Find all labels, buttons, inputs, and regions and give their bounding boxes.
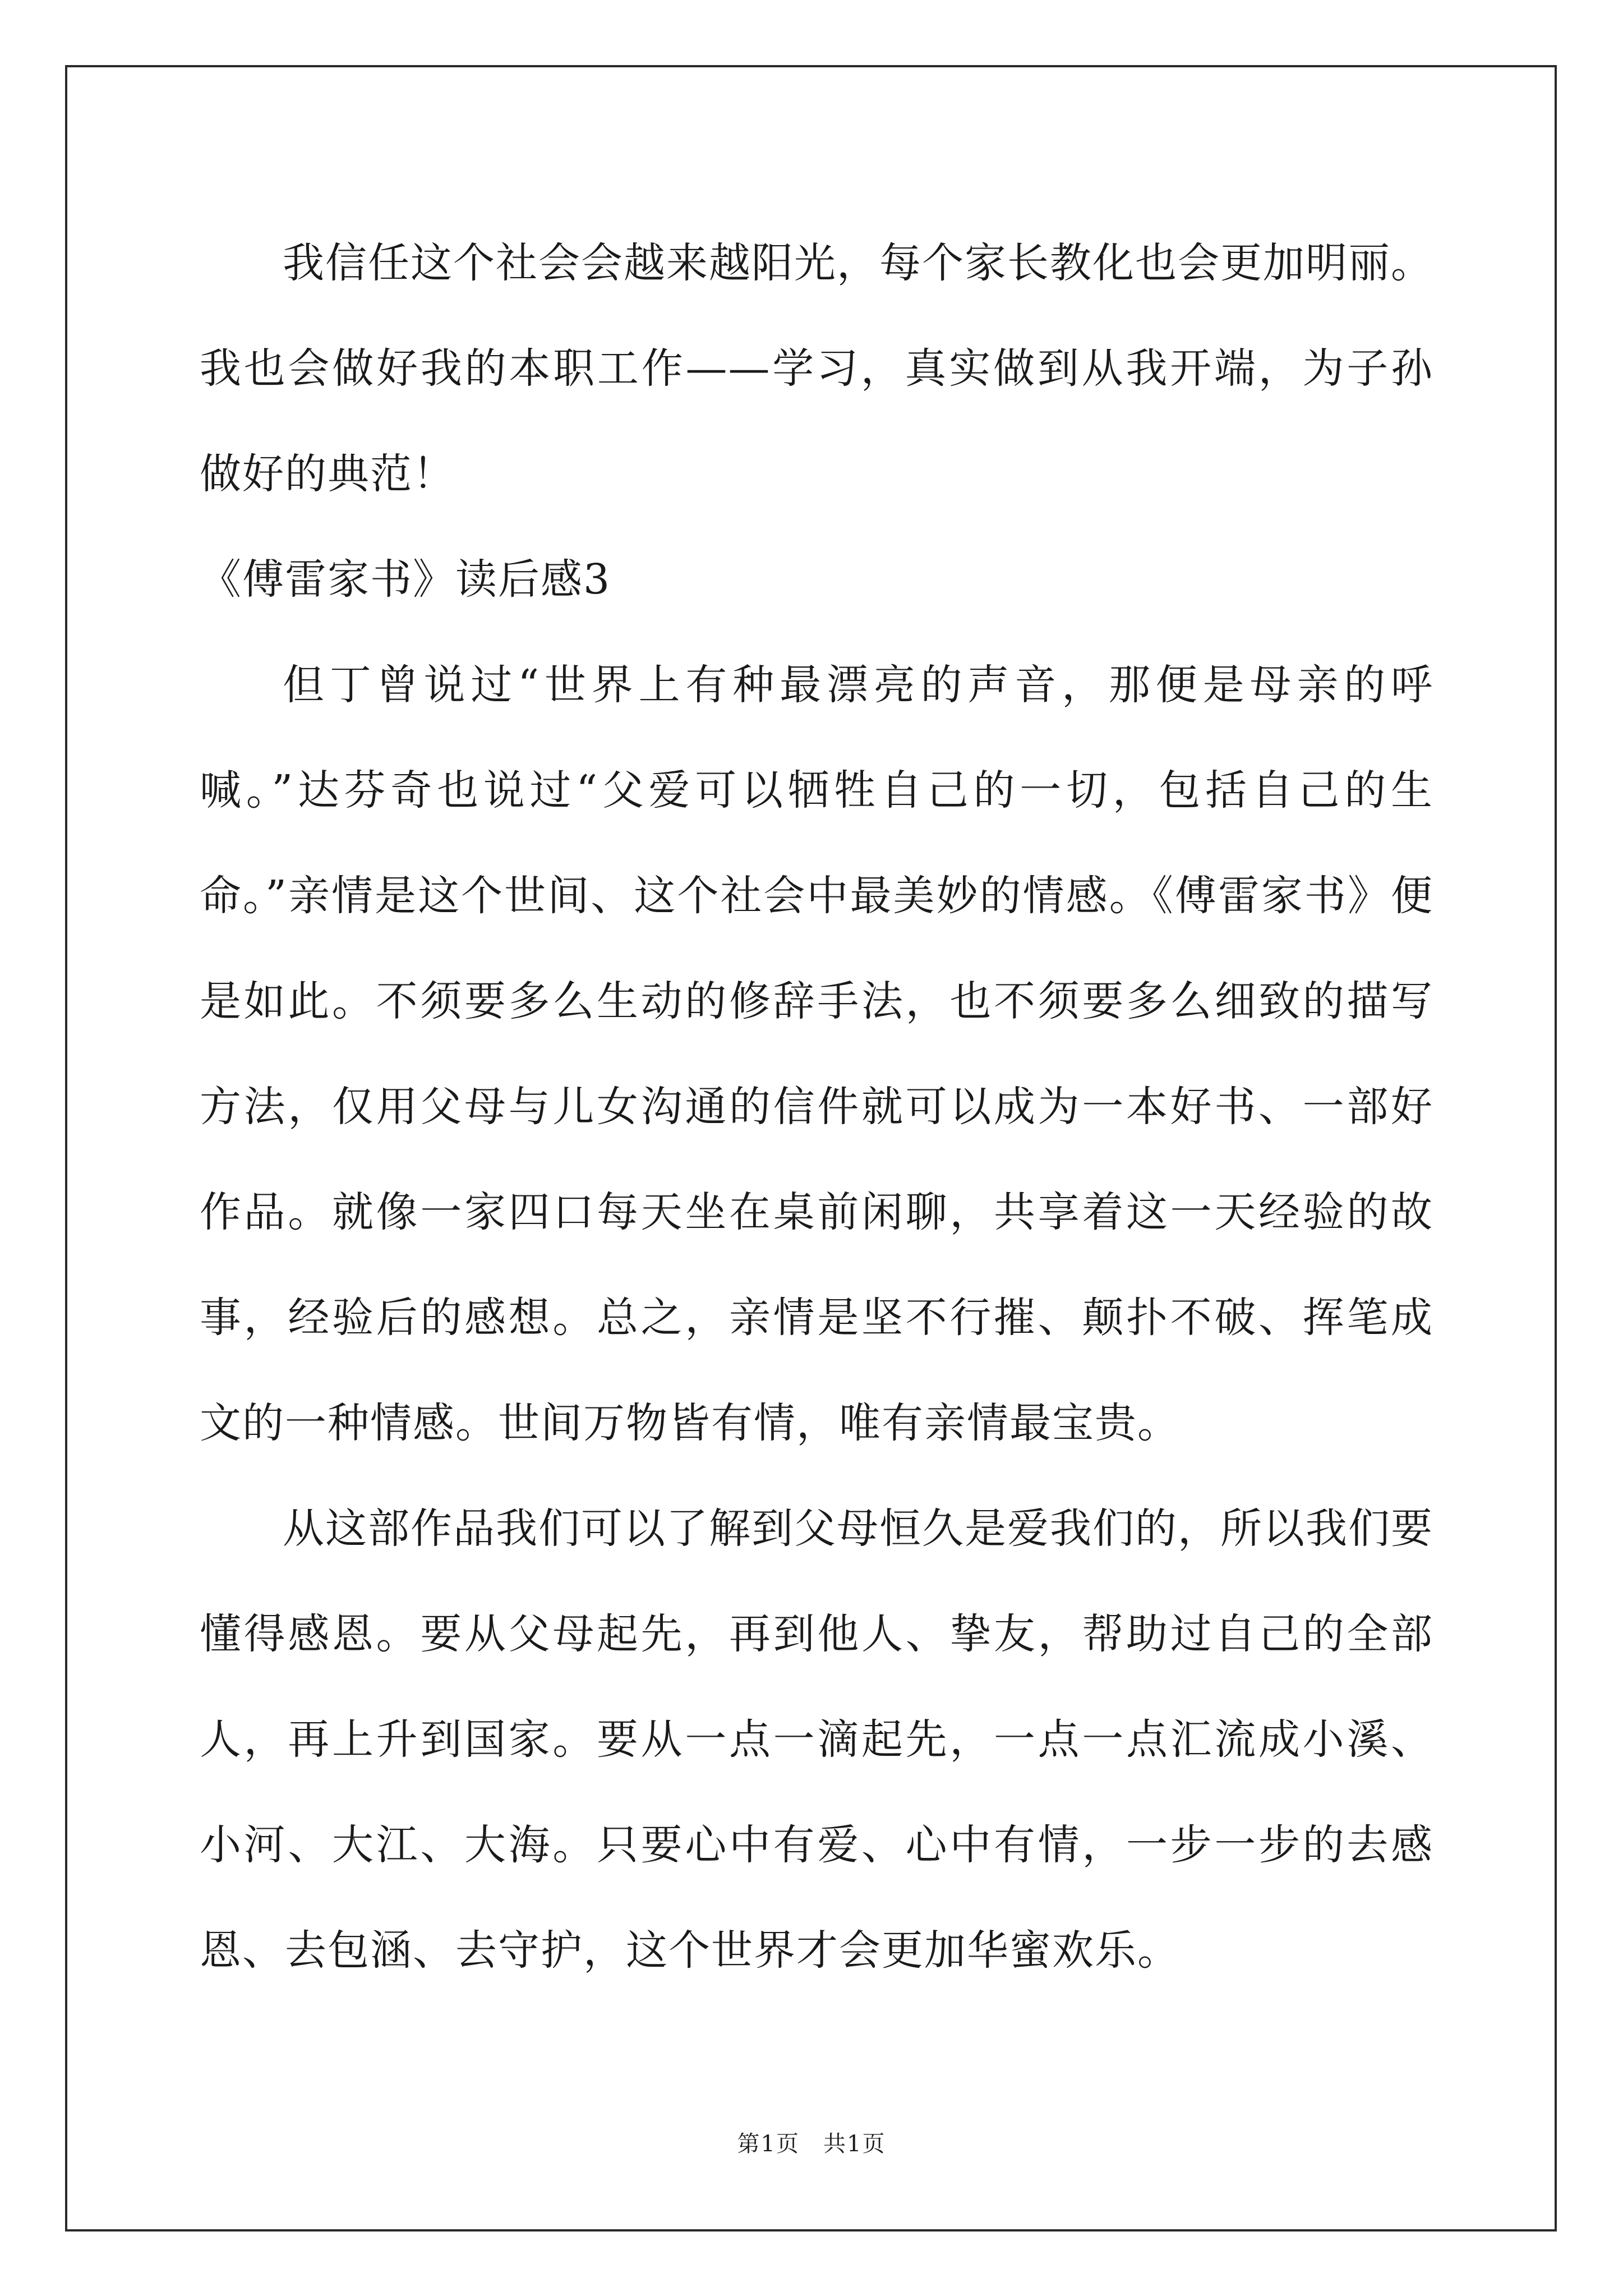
paragraph-conclusion: 我信任这个社会会越来越阳光，每个家长教化也会更加明丽。我也会做好我的本职工作——学习，真实做到从我开端，为子孙做好的典范！	[200, 239, 1433, 498]
paragraph-gratitude: 从这部作品我们可以了解到父母恒久是爱我们的，所以我们要懂得感恩。要从父母起先，再到他人、挚友，帮助过自己的全部人，再上升到国家。要从一点一滴起先，一点一点汇流成小溪、小河、大江、大海。只要心中有爱、心中有情，一步一步的去感恩、去包涵、去守护，这个世界才会更加华蜜欢乐。	[200, 1504, 1433, 1975]
page-number-footer: 第1页 共1页	[737, 2131, 886, 2157]
section-heading: 《傅雷家书》读后感3	[200, 555, 611, 604]
paragraph-family-love: 但丁曾说过“世界上有种最漂亮的声音，那便是母亲的呼喊。”达芬奇也说过“父爱可以牺牲自己的一切，包括自己的生命。”亲情是这个世间、这个社会中最美妙的情感。《傅雷家书》便是如此。不须要多么生动的修辞手法，也不须要多么细致的描写方法，仅用父母与儿女沟通的信件就可以成为一本好书、一部好作品。就像一家四口每天坐在桌前闲聊，共享着这一天经验的故事，经验后的感想。总之，亲情是坚不行摧、颠扑不破、挥笔成文的一种情感。世间万物皆有情，唯有亲情最宝贵。	[200, 661, 1433, 1447]
document-body	[200, 210, 1433, 2003]
